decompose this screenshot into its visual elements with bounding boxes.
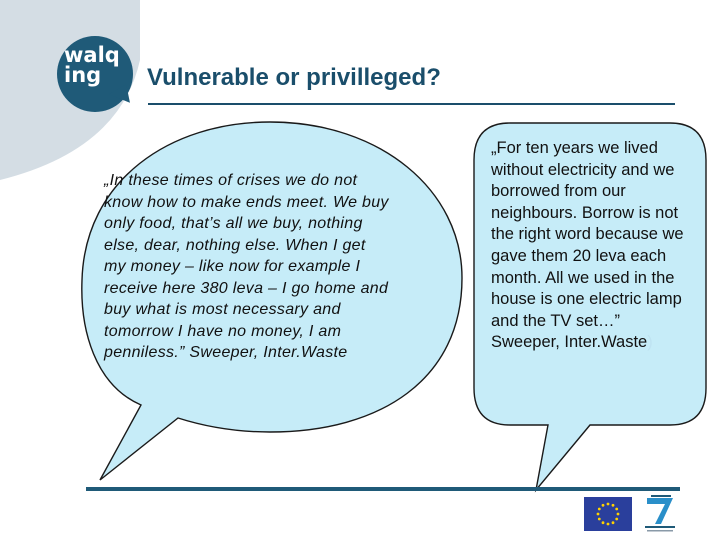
left-quote-text: „In these times of crises we do not know how to make ends meet. We buy only food, that’s all we buy, nothing else, dear, nothing else. When I get my money – like now for example I receive here 380 leva – I go home and buy what is most necessary and tomorrow I have no money, I am penniless.” Sweeper, Inter.Waste <box>104 172 389 361</box>
footer-divider <box>86 487 680 491</box>
right-quote-paren: ) <box>647 333 653 352</box>
page-title: Vulnerable or privilleged? <box>147 64 441 91</box>
eu-flag-logo <box>584 497 632 531</box>
right-quote-block <box>491 138 691 354</box>
right-quote-text: „For ten years we lived without electricity and we borrowed from our neighbours. Borrow is not the right word because we gave them 20 leva each month. All we used in the house is one electric lamp and the TV set…” Sweeper, Inter.Waste <box>491 139 684 352</box>
logo-text-line2: ing <box>64 63 102 87</box>
logo-text-line1: walq <box>64 43 120 67</box>
fp7-logo <box>643 494 677 534</box>
